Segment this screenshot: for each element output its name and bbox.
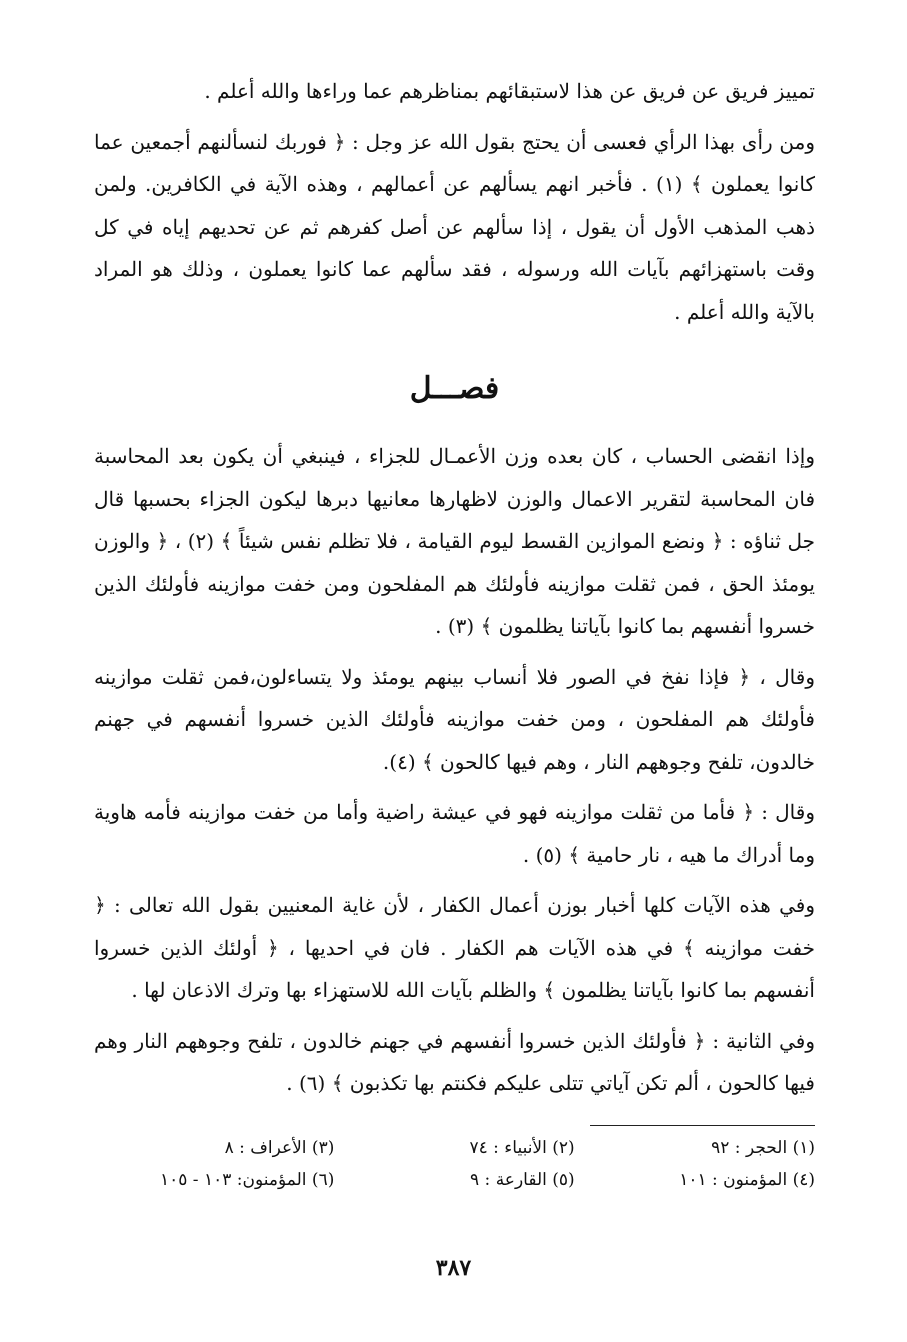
paragraph-1: تمييز فريق عن فريق عن هذا لاستبقائهم بمناظرهم عما وراءها والله أعلم . xyxy=(204,79,815,103)
paragraph-2: ومن رأى بهذا الرأي فعسى أن يحتج بقول الله عز وجل : ﴿ فوربك لنسألنهم أجمعين عما كانوا يعملون ﴾ (١) . فأخبر انهم يسألهم عن أعمالهم ، وهذه الآية في الكافرين. ولمن ذهب المذهب الأول أن يقول ، إذا سألهم عن أصل كفرهم ثم عن تحديهم إياه في كل وقت باستهزائهم بآيات الله ورسوله ، فقد سألهم عما كانوا يعملون ، وذلك هو المراد بالآية والله أعلم . xyxy=(94,129,815,324)
footnote-divider xyxy=(590,1125,815,1126)
paragraph-4: وقال ، ﴿ فإذا نفخ في الصور فلا أنساب بينهم يومئذ ولا يتساءلون،فمن ثقلت موازينه فأولئك هم المفلحون ، ومن خفت موازينه فأولئك الذين خسروا أنفسهم في جهنم خالدون، تلفح وجوههم النار ، وهم فيها كالحون ﴾ (٤). xyxy=(94,664,815,774)
footnote-4: (٤) المؤمنون : ١٠١ xyxy=(679,1169,815,1190)
paragraph-5: وقال : ﴿ فأما من ثقلت موازينه فهو في عيشة راضية وأما من خفت موازينه فأمه هاوية وما أدراك ما هيه ، نار حامية ﴾ (٥) . xyxy=(94,800,815,867)
footnote-1: (١) الحجر : ٩٢ xyxy=(711,1137,815,1158)
section-heading: فصـــل xyxy=(409,371,500,406)
paragraph-6: وفي هذه الآيات كلها أخبار بوزن أعمال الكفار ، لأن غاية المعنيين بقول الله تعالى : ﴿ خفت موازينه ﴾ في هذه الآيات هم الكفار . فان في احديها ، ﴿ أولئك الذين خسروا أنفسهم بما كانوا بآياتنا يظلمون ﴾ والظلم بآيات الله للاستهزاء بها وترك الاذعان لها . xyxy=(94,893,815,1002)
footnote-5: (٥) القارعة : ٩ xyxy=(470,1169,575,1190)
paragraph-3: وإذا انقضى الحساب ، كان بعده وزن الأعمـال للجزاء ، فينبغي أن يكون بعد المحاسبة فان المحاسبة لتقرير الاعمال والوزن لاظهارها معانيها دبرها ليكون الجزاء بحسبها قال جل ثناؤه : ﴿ ونضع الموازين القسط ليوم القيامة ، فلا تظلم نفس شيئاً ﴾ (٢) ، ﴿ والوزن يومئذ الحق ، فمن ثقلت موازينه فأولئك هم المفلحون ومن خفت موازينه فأولئك الذين خسروا أنفسهم بما كانوا بآياتنا يظلمون ﴾ (٣) . xyxy=(94,444,815,638)
footnotes xyxy=(94,1134,815,1194)
page-number: ٣٨٧ xyxy=(435,1255,472,1281)
footnote-3: (٣) الأعراف : ٨ xyxy=(224,1137,335,1158)
footnote-2: (٢) الأنبياء : ٧٤ xyxy=(469,1137,575,1158)
paragraph-7: وفي الثانية : ﴿ فأولئك الذين خسروا أنفسهم في جهنم خالدون ، تلفح وجوههم النار وهم فيها كالحون ، ألم تكن آياتي تتلى عليكم فكنتم بها تكذبون ﴾ (٦) . xyxy=(94,1028,815,1095)
footnote-6: (٦) المؤمنون: ١٠٣ - ١٠٥ xyxy=(160,1169,335,1190)
